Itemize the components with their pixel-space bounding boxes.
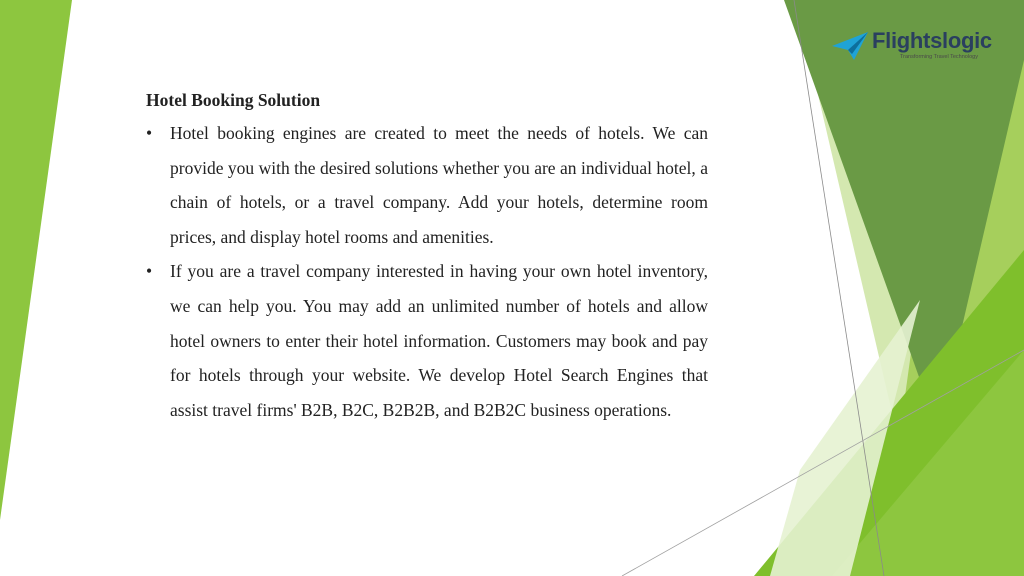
- logo: [832, 28, 992, 68]
- logo-name: Flightslogic: [872, 28, 992, 53]
- paper-plane-icon: [832, 32, 868, 60]
- slide-heading: Hotel Booking Solution: [146, 90, 321, 110]
- left-green-wedge: [0, 0, 72, 520]
- slide-content: [146, 88, 708, 427]
- logo-tagline: Transforming Travel Technology: [900, 54, 978, 60]
- bullet-item: [146, 116, 708, 254]
- bullet-list: [146, 116, 708, 427]
- bullet-text: Hotel booking engines are created to meet the needs of hotels. We can provide you with the desired solutions whether you are an individual hotel, a chain of hotels, or a travel company. Add your hotels, determine room prices, and display hotel rooms and amenities.: [170, 123, 708, 247]
- bullet-marker: •: [146, 261, 153, 282]
- bullet-item: [146, 254, 708, 427]
- bullet-marker: •: [146, 123, 153, 143]
- bullet-text: If you are a travel company interested in having your own hotel inventory, we can help you. You may add an unlimited number of hotels and allow hotel owners to enter their hotel information. Customers may book and pay for hotels through your website. We develop Hotel Search Engines that assist travel firms' B2B, B2C, B2B2B, and B2B2C business operations.: [170, 261, 708, 420]
